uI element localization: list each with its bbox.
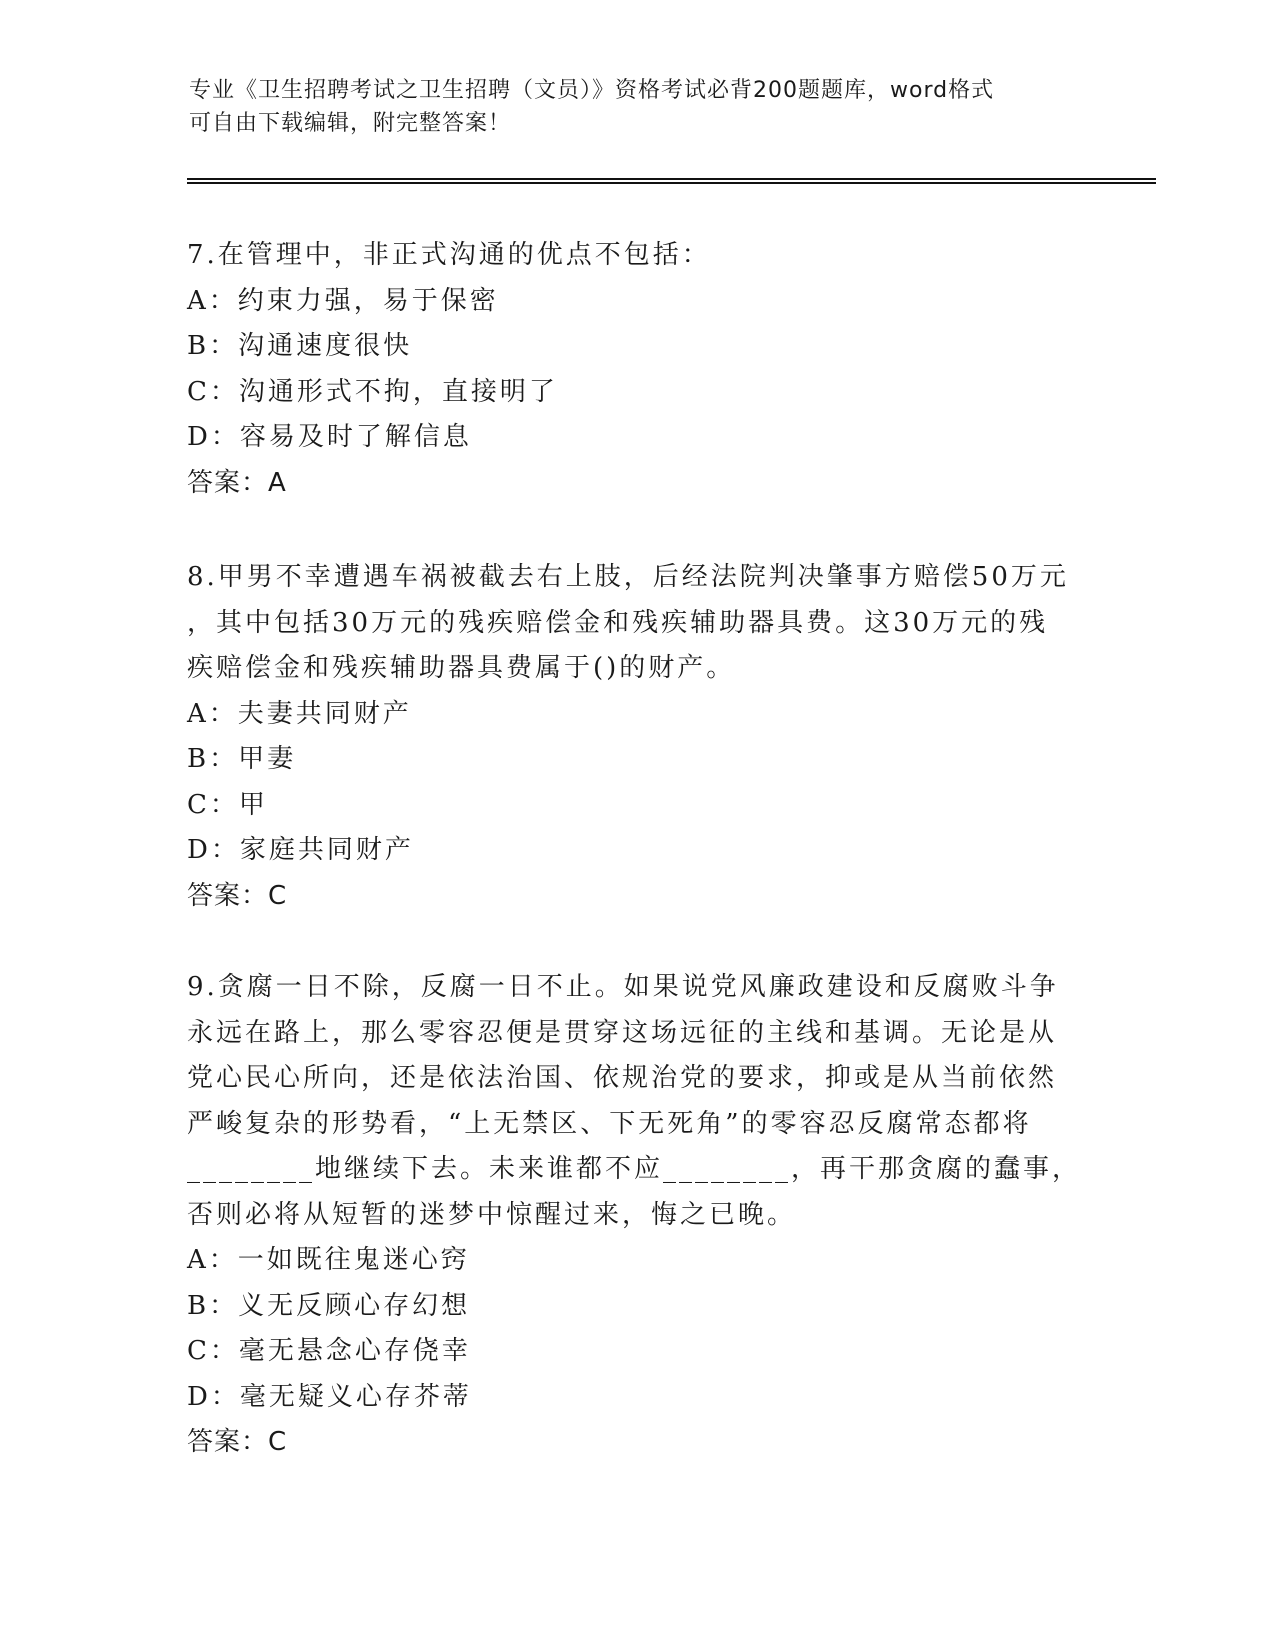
question-9 bbox=[187, 965, 1087, 1466]
question-text-line: 疾赔偿金和残疾辅助器具费属于()的财产。 bbox=[187, 653, 736, 683]
option-d: D：容易及时了解信息 bbox=[187, 422, 472, 452]
header-double-rule bbox=[187, 178, 1156, 184]
option-b: B：甲妻 bbox=[187, 744, 297, 774]
question-text-line: 8.甲男不幸遭遇车祸被截去右上肢，后经法院判决肇事方赔偿50万元 bbox=[187, 562, 1069, 592]
option-c: C：沟通形式不拘，直接明了 bbox=[187, 376, 558, 407]
option-b: B：义无反顾心存幻想 bbox=[187, 1290, 471, 1321]
question-text-line: 永远在路上，那么零容忍便是贯穿这场远征的主线和基调。无论是从 bbox=[187, 1017, 1058, 1048]
option-a: A：夫妻共同财产 bbox=[187, 698, 412, 729]
question-text-line: 严峻复杂的形势看，“上无禁区、下无死角”的零容忍反腐常态都将 bbox=[187, 1108, 1032, 1139]
question-7 bbox=[187, 233, 1087, 506]
answer-line: 答案：C bbox=[187, 1427, 288, 1457]
answer-line: 答案：A bbox=[187, 467, 287, 498]
option-a: A：约束力强，易于保密 bbox=[187, 285, 499, 316]
document-header bbox=[189, 74, 1089, 140]
option-c: C：甲 bbox=[187, 789, 268, 820]
question-text-line: 9.贪腐一日不除，反腐一日不止。如果说党风廉政建设和反腐败斗争 bbox=[187, 972, 1059, 1002]
question-text-line: 否则必将从短暂的迷梦中惊醒过来，悔之已晚。 bbox=[187, 1199, 797, 1230]
header-line-1: 专业《卫生招聘考试之卫生招聘（文员）》资格考试必背200题题库，word格式 bbox=[189, 78, 995, 103]
question-8 bbox=[187, 555, 1087, 919]
header-line-2: 可自由下载编辑，附完整答案！ bbox=[189, 111, 512, 136]
option-c: C：毫无悬念心存侥幸 bbox=[187, 1336, 471, 1366]
answer-line: 答案：C bbox=[187, 880, 288, 911]
question-text-line: 7.在管理中，非正式沟通的优点不包括： bbox=[187, 240, 711, 270]
option-a: A：一如既往鬼迷心窍 bbox=[187, 1245, 470, 1275]
question-text-line: ________地继续下去。未来谁都不应________，再干那贪腐的蠢事， bbox=[187, 1154, 1082, 1184]
option-d: D：家庭共同财产 bbox=[187, 835, 414, 865]
option-d: D：毫无疑义心存芥蒂 bbox=[187, 1381, 472, 1412]
option-b: B：沟通速度很快 bbox=[187, 331, 413, 361]
question-text-line: ，其中包括30万元的残疾赔偿金和残疾辅助器具费。这30万元的残 bbox=[187, 607, 1049, 638]
question-text-line: 党心民心所向，还是依法治国、依规治党的要求，抑或是从当前依然 bbox=[187, 1063, 1058, 1093]
